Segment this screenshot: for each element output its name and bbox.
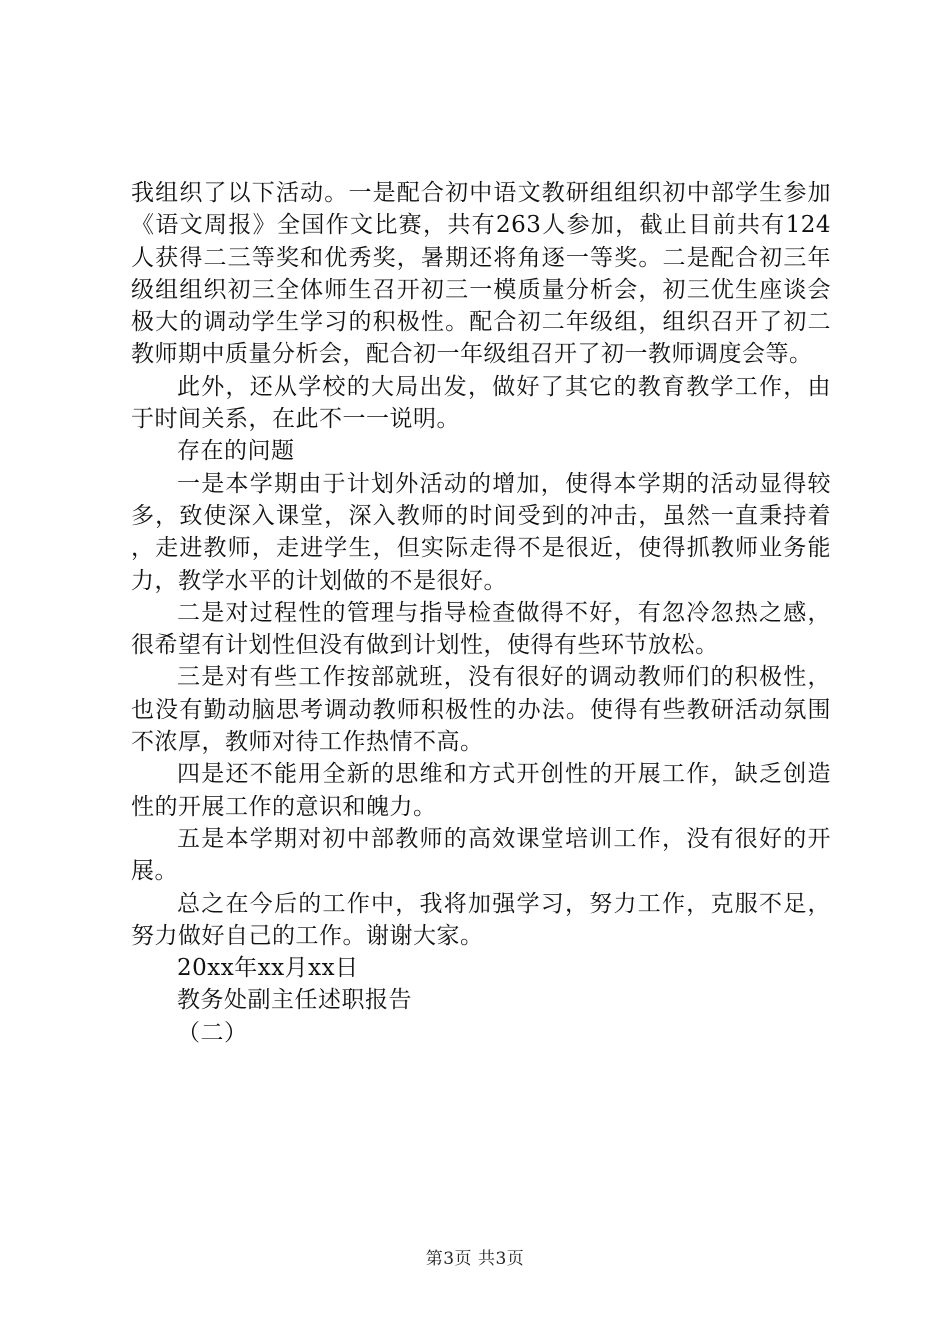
page-number-footer: 第3页 共3页	[425, 1249, 525, 1269]
next-report-part-number: （二）	[177, 1019, 248, 1046]
paragraph-other-work: 此外，还从学校的大局出发，做好了其它的教育教学工作，由于时间关系，在此不一一说明。	[131, 373, 831, 433]
paragraph-problem-2: 二是对过程性的管理与指导检查做得不好，有忽冷忽热之感，很希望有计划性但没有做到计划性，使得有些环节放松。	[131, 599, 831, 659]
paragraph-problem-3: 三是对有些工作按部就班，没有很好的调动教师们的积极性，也没有勤动脑思考调动教师积极性的办法。使得有些教研活动氛围不浓厚，教师对待工作热情不高。	[131, 664, 831, 756]
document-date: 20xx年xx月xx日	[177, 955, 359, 982]
paragraph-problem-4: 四是还不能用全新的思维和方式开创性的开展工作，缺乏创造性的开展工作的意识和魄力。	[131, 761, 831, 820]
paragraph-problem-1: 一是本学期由于计划外活动的增加，使得本学期的活动显得较多，致使深入课堂，深入教师的时间受到的冲击，虽然一直秉持着，走进教师，走进学生，但实际走得不是很近，使得抓教师业务能力，教学水平的计划做的不是很好。	[131, 470, 831, 594]
section-heading-problems: 存在的问题	[177, 438, 295, 465]
paragraph-conclusion: 总之在今后的工作中，我将加强学习，努力工作，克服不足，努力做好自己的工作。谢谢大家。	[131, 890, 831, 949]
paragraph-problem-5: 五是本学期对初中部教师的高效课堂培训工作，没有很好的开展。	[131, 825, 831, 885]
document-body	[131, 177, 831, 1049]
next-report-title: 教务处副主任述职报告	[177, 987, 412, 1014]
paragraph-activities: 我组织了以下活动。一是配合初中语文教研组组织初中部学生参加《语文周报》全国作文比赛，共有263人参加，截止目前共有124人获得二三等奖和优秀奖，暑期还将角逐一等奖。二是配合初三年级组组织初三全体师生召开初三一模质量分析会，初三优生座谈会极大的调动学生学习的积极性。配合初二年级组，组织召开了初二教师期中质量分析会，配合初一年级组召开了初一教师调度会等。	[131, 180, 831, 368]
